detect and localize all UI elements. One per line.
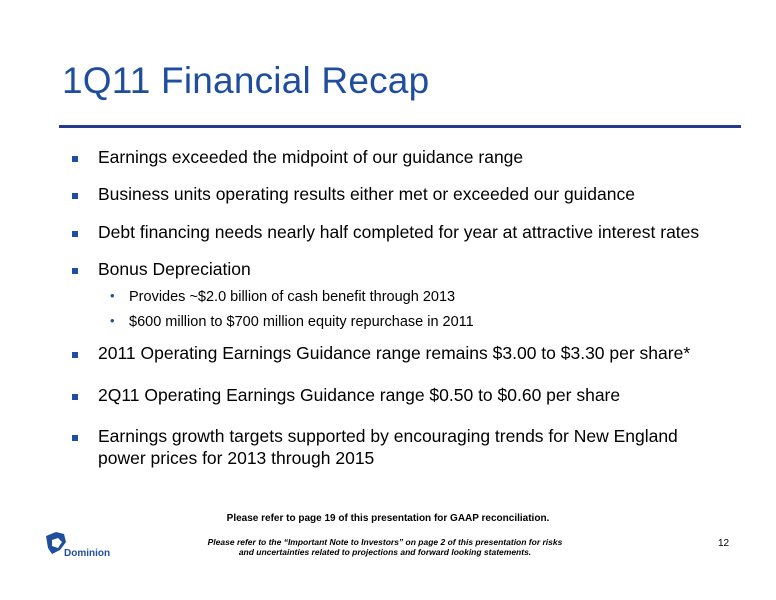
- page-title: 1Q11 Financial Recap: [62, 60, 430, 101]
- bullet-item: Business units operating results either met or exceeded our guidance: [98, 184, 635, 204]
- bullet-item: Earnings exceeded the midpoint of our guidance range: [98, 147, 524, 167]
- bullet-marker: [72, 352, 78, 358]
- bullet-item: 2011 Operating Earnings Guidance range remains $3.00 to $3.30 per share*: [98, 343, 691, 363]
- bullet-marker: [72, 394, 78, 400]
- disclaimer-line: Please refer to the “Important Note to Investors” on page 2 of this presentation for risks: [207, 537, 563, 547]
- bullet-item: Earnings growth targets supported by encouraging trends for New England: [98, 426, 678, 446]
- page-number: 12: [718, 538, 730, 549]
- bullet-marker: [72, 193, 78, 199]
- sub-bullet-item: Provides ~$2.0 billion of cash benefit through 2013: [129, 289, 456, 305]
- bullet-marker: [72, 231, 78, 237]
- title-divider: [59, 125, 741, 128]
- bullet-marker: [72, 435, 78, 441]
- gaap-note: Please refer to page 19 of this presentation for GAAP reconciliation.: [226, 513, 550, 524]
- sub-bullet-item: $600 million to $700 million equity repurchase in 2011: [129, 314, 474, 330]
- bullet-item: 2Q11 Operating Earnings Guidance range $0.50 to $0.60 per share: [98, 385, 621, 405]
- dominion-logo: [44, 530, 124, 569]
- bullet-marker: [72, 156, 78, 162]
- dominion-logo-icon: [44, 530, 124, 564]
- bullet-item: Debt financing needs nearly half completed for year at attractive interest rates: [98, 222, 700, 242]
- sub-bullet-marker: •: [110, 288, 115, 303]
- disclaimer: [150, 537, 620, 557]
- bullet-item-continuation: power prices for 2013 through 2015: [98, 448, 375, 468]
- bullet-item: Bonus Depreciation: [98, 259, 251, 279]
- logo-text: Dominion: [64, 548, 111, 559]
- disclaimer-line: and uncertainties related to projections and forward looking statements.: [238, 547, 532, 557]
- sub-bullet-marker: •: [110, 313, 115, 328]
- bullet-marker: [72, 268, 78, 274]
